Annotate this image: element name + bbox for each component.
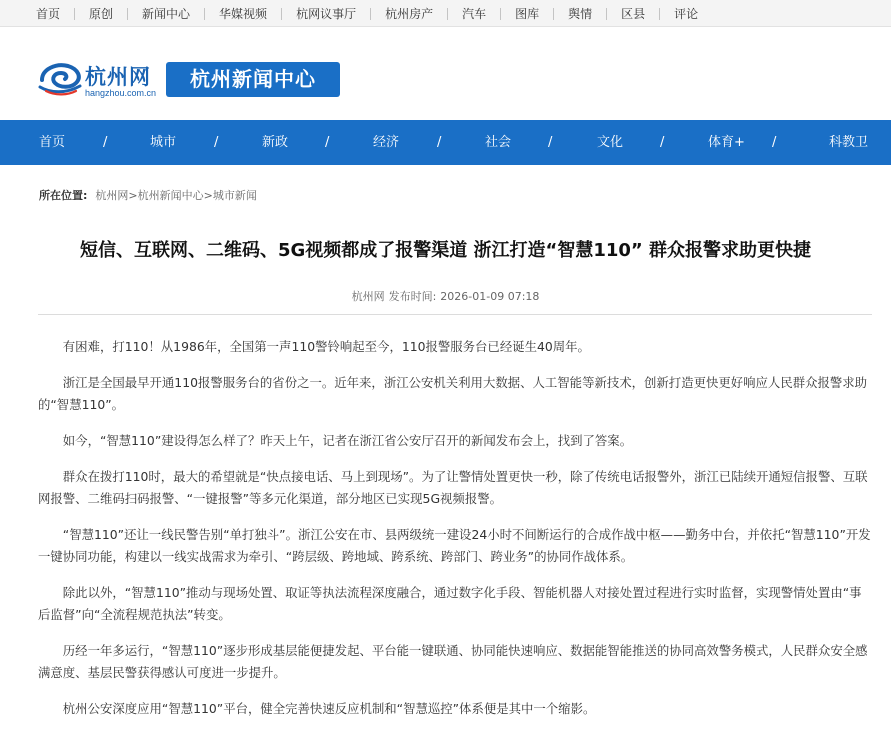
- top-link-comment[interactable]: 评论: [674, 7, 699, 21]
- nav-item-culture[interactable]: 文化: [597, 135, 624, 150]
- divider: [447, 8, 448, 20]
- nav-item-policy[interactable]: 新政: [262, 135, 289, 150]
- nav-item-society[interactable]: 社会: [485, 135, 512, 150]
- divider: [500, 8, 501, 20]
- nav-separator: /: [660, 135, 665, 150]
- top-link-auto[interactable]: 汽车: [462, 7, 487, 21]
- divider: [553, 8, 554, 20]
- article-paragraph: 杭州公安深度应用“智慧110”平台，健全完善快速反应机制和“智慧巡控”体系便是其中一个缩影。: [62, 701, 596, 716]
- published-time: 2026-01-09 07:18: [440, 290, 540, 303]
- site-logo[interactable]: [38, 60, 162, 100]
- article-paragraph: 有困难，打110！从1986年，全国第一声110警铃响起至今，110报警服务台已经诞生40周年。: [62, 339, 590, 354]
- article-paragraph: 历经一年多运行，“智慧110”逐步形成基层能便捷发起、平台能一键联通、协同能快速响应、数据能智能推送的协同高效警务模式，人民群众安全感满意度、基层民警获得感认可度进一步提升。: [38, 643, 868, 680]
- nav-separator: /: [325, 135, 330, 150]
- nav-item-science-edu-health[interactable]: 科教卫: [829, 135, 869, 150]
- nav-item-sports[interactable]: 体育+: [708, 135, 745, 150]
- nav-separator: /: [772, 135, 777, 150]
- site-header: [0, 28, 891, 120]
- breadcrumb-path[interactable]: 杭州网>杭州新闻中心>城市新闻: [95, 189, 257, 202]
- top-utility-bar: [0, 0, 891, 27]
- main-nav: [0, 120, 891, 165]
- top-links: [36, 0, 698, 27]
- divider: [659, 8, 660, 20]
- article-paragraph: “智慧110”还让一线民警告别“单打独斗”。浙江公安在市、县两级统一建设24小时不间断运行的合成作战中枢——勤务中台，并依托“智慧110”开发一键协同功能，构建以一线实战需求为牵引、“跨层级、跨地域、跨系统、跨部门、跨业务”的协同作战体系。: [38, 527, 871, 564]
- breadcrumb-label: 所在位置:: [39, 189, 88, 202]
- breadcrumb: [39, 187, 257, 203]
- article-paragraph: 浙江是全国最早开通110报警服务台的省份之一。近年来，浙江公安机关利用大数据、人工智能等新技术，创新打造更快更好响应人民群众报警求助的“智慧110”。: [38, 375, 868, 412]
- logo-domain: hangzhou.com.cn: [85, 88, 157, 98]
- published-label: 发布时间:: [388, 290, 437, 303]
- divider: [127, 8, 128, 20]
- nav-separator: /: [214, 135, 219, 150]
- top-link-gallery[interactable]: 图库: [515, 7, 540, 21]
- nav-separator: /: [437, 135, 442, 150]
- top-link-forum[interactable]: 杭网议事厅: [296, 7, 357, 21]
- top-link-realestate[interactable]: 杭州房产: [385, 7, 434, 21]
- nav-separator: /: [548, 135, 553, 150]
- nav-item-economy[interactable]: 经济: [373, 135, 400, 150]
- divider: [281, 8, 282, 20]
- nav-separator: /: [103, 135, 108, 150]
- article-paragraph: 如今，“智慧110”建设得怎么样了？昨天上午，记者在浙江省公安厅召开的新闻发布会上，找到了答案。: [62, 433, 633, 448]
- logo-swirl-icon: [38, 60, 84, 96]
- article-paragraph: 群众在拨打110时，最大的希望就是“快点接电话、马上到现场”。为了让警情处置更快一秒，除了传统电话报警外，浙江已陆续开通短信报警、互联网报警、二维码扫码报警、“一键报警”等多元化渠道，部分地区已实现5G视频报警。: [38, 469, 868, 506]
- top-link-news-center[interactable]: 新闻中心: [142, 7, 191, 21]
- article-title: 短信、互联网、二维码、5G视频都成了报警渠道 浙江打造“智慧110” 群众报警求助更快捷: [79, 240, 812, 261]
- channel-title: 杭州新闻中心: [166, 62, 340, 97]
- article-body: [38, 336, 872, 734]
- top-link-home[interactable]: 首页: [36, 7, 61, 21]
- title-divider: [38, 314, 872, 315]
- article-meta: [0, 288, 891, 304]
- top-link-opinion[interactable]: 舆情: [568, 7, 593, 21]
- top-link-original[interactable]: 原创: [89, 7, 114, 21]
- nav-item-city[interactable]: 城市: [150, 135, 177, 150]
- article-source: 杭州网: [351, 290, 385, 303]
- logo-text: 杭州网: [85, 64, 151, 89]
- top-link-video[interactable]: 华媒视频: [219, 7, 268, 21]
- divider: [204, 8, 205, 20]
- divider: [74, 8, 75, 20]
- divider: [370, 8, 371, 20]
- top-link-districts[interactable]: 区县: [621, 7, 646, 21]
- article-paragraph: 除此以外，“智慧110”推动与现场处置、取证等执法流程深度融合，通过数字化手段、智能机器人对接处置过程进行实时监督，实现警情处置由“事后监督”向“全流程规范执法”转变。: [38, 585, 862, 622]
- nav-item-home[interactable]: 首页: [39, 135, 66, 150]
- divider: [606, 8, 607, 20]
